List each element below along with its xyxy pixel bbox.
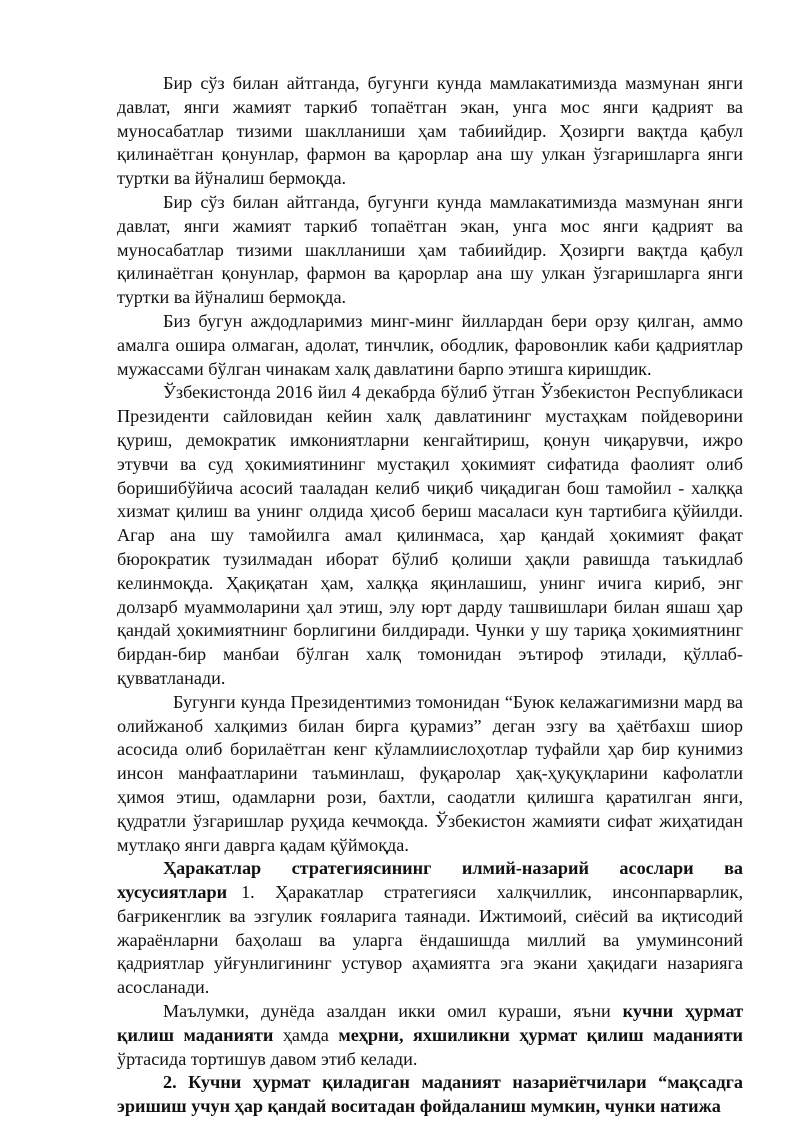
paragraph-text: Бугунги кунда Президентимиз томонидан “Буюк келажагимизни мард ва олийжаноб халқимиз билан бирга қурамиз” деган эзгу ва ҳаётбахш шиор асосида олиб борилаётган кенг кўламлиислоҳотлар туфайли ҳар бир кунимиз инсон манфаатларини таъминлаш, фуқаролар ҳақ-ҳуқуқларини кафолатли ҳимоя этиш, одамларни рози, бахтли, саодатли қилишга қаратилган янги, қудратли ўзгаришлар руҳида кечмоқда. Ўзбекистон жамияти сифат жиҳатидан мутлақо янги даврга қадам қўймоқда. <box>117 691 743 855</box>
paragraph-7 <box>117 1000 743 1071</box>
paragraph-text: Биз бугун аждодларимиз минг-минг йиллардан бери орзу қилган, аммо амалга ошира олмаган, адолат, тинчлик, ободлик, фаровонлик каби қадриятлар мужассами бўлган чинакам халқ давлатини барпо этишга киришдик. <box>117 310 743 379</box>
document-page <box>117 72 743 1119</box>
paragraph-4 <box>117 381 743 690</box>
paragraph-8 <box>117 1071 743 1119</box>
paragraph-3 <box>117 310 743 381</box>
paragraph-6 <box>117 857 743 1000</box>
paragraph-mid: ҳамда <box>282 1024 329 1045</box>
bold-phrase-2: меҳрни, яхшиликни ҳурмат қилиш маданияти <box>338 1024 744 1045</box>
paragraph-text: Бир сўз билан айтганда, бугунги кунда мамлакатимизда мазмунан янги давлат, янги жамият таркиб топаётган экан, унга мос янги қадрият ва муносабатлар тизими шаклланиши ҳам табиийдир. Ҳозирги вақтда қабул қилинаётган қонунлар, фармон ва қарорлар ана шу улкан ўзгаришларга янги туртки ва йўналиш бермоқда. <box>117 191 743 308</box>
paragraph-outro: ўртасида тортишув давом этиб келади. <box>117 1048 418 1069</box>
paragraph-text: Ўзбекистонда 2016 йил 4 декабрда бўлиб ўтган Ўзбекистон Республикаси Президенти сайловидан кейин халқ давлатининг мустаҳкам пойдеворини қуриш, демократик имкониятларни кенгайтириш, қонун чиқарувчи, ижро этувчи ва суд ҳокимиятининг мустақил ҳокимият сифатида фаолият олиб боришибўйича асосий тааладан келиб чиқиб чиқадиган бош тамойил - халққа хизмат қилиш ва унинг олдида ҳисоб бериш масаласи кун тартибига қўйилди. Агар ана шу тамойилга амал қилинмаса, ҳар қандай ҳокимият фақат бюрократик тузилмадан иборат бўлиб қолиши ҳақли равишда таъкидлаб келинмоқда. Ҳақиқатан ҳам, халққа яқинлашиш, унинг ичига кириб, энг долзарб муаммоларини ҳал этиш, элу юрт дарду ташвишлари билан яшаш ҳар қандай ҳокимиятнинг борлигини билдиради. Чунки у шу тариқа ҳокимиятнинг бирдан-бир манбаи бўлган халқ томонидан эътироф этилади, қўллаб-қувватланади. <box>117 382 743 688</box>
paragraph-2 <box>117 191 743 310</box>
paragraph-text: Бир сўз билан айтганда, бугунги кунда мамлакатимизда мазмунан янги давлат, янги жамият таркиб топаётган экан, унга мос янги қадрият ва муносабатлар тизими шаклланиши ҳам табиийдир. Ҳозирги вақтда қабул қилинаётган қонунлар, фармон ва қарорлар ана шу улкан ўзгаришларга янги туртки ва йўналиш бермоқда. <box>117 73 743 189</box>
bold-phrase-1: кучни ҳурмат қилиш маданияти <box>117 1001 744 1045</box>
paragraph-intro: Маълумки, дунёда азалдан икки омил кураши, яъни <box>163 1001 611 1022</box>
paragraph-5 <box>117 691 743 858</box>
paragraph-text: 1. Ҳаракатлар стратегияси халқчиллик, инсонпарварлик, бағрикенглик ва эзгулик ғояларига таянади. Ижтимоий, сиёсий ва иқтисодий жараёнларни баҳолаш ва уларга ёндашишда миллий ва умуминсоний қадриятлар уйғунлигининг устувор аҳамиятга эга экани ҳақидаги назарияга асосланади. <box>117 882 743 998</box>
paragraph-1 <box>117 72 743 191</box>
paragraph-text: 2. Кучни ҳурмат қиладиган маданият назариётчилари “мақсадга эришиш учун ҳар қандай воситадан фойдаланиш мумкин, чунки натижа <box>117 1072 743 1117</box>
section-heading: Ҳаракатлар стратегиясининг илмий-назарий асослари ва хусусиятлари <box>117 858 743 903</box>
